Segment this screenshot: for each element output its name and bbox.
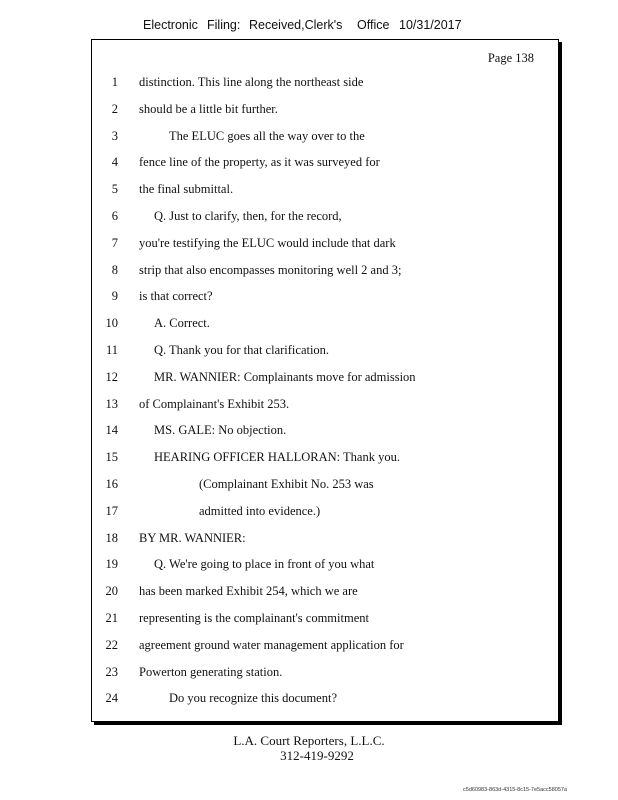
transcript-line [91, 637, 557, 664]
line-number: 4 [111, 155, 118, 170]
transcript-line [91, 530, 557, 557]
line-text: should be a little bit further. [139, 101, 278, 116]
line-text: representing is the complainant's commitment [139, 611, 369, 625]
line-number: 18 [105, 530, 118, 545]
line-number: 5 [111, 182, 118, 197]
transcript-line [91, 128, 557, 155]
transcript-line [91, 288, 557, 315]
filing-header-office: Office [357, 18, 390, 32]
line-number: 8 [111, 262, 118, 277]
line-number: 15 [105, 450, 118, 465]
line-text: MS. GALE: No objection. [154, 423, 287, 438]
line-number: 12 [105, 369, 118, 384]
line-text: Q. We're going to place in front of you what [154, 557, 375, 572]
transcript-line [91, 503, 557, 530]
filing-header-electronic: Electronic [143, 18, 198, 32]
transcript-line [91, 208, 557, 235]
line-text: MR. WANNIER: Complainants move for admission [154, 369, 416, 384]
line-text: A. Correct. [154, 316, 210, 331]
footer-company: L.A. Court Reporters, L.L.C. [233, 733, 385, 748]
line-text: distinction. This line along the northeast side [139, 75, 364, 89]
document-hash: c5d60983-863d-4315-8c15-7e5acc58057a [463, 787, 567, 793]
line-text: is that correct? [139, 289, 213, 304]
filing-header-received: Received,Clerk's [249, 18, 343, 32]
line-text: Q. Thank you for that clarification. [154, 343, 330, 357]
transcript-line [91, 154, 557, 181]
transcript-line [91, 369, 557, 396]
line-text: of Complainant's Exhibit 253. [139, 396, 290, 411]
filing-header [0, 18, 618, 38]
transcript-line [91, 342, 557, 369]
transcript-line [91, 235, 557, 262]
line-text: Powerton generating station. [139, 664, 283, 679]
transcript-line [91, 262, 557, 289]
line-number: 23 [105, 664, 118, 679]
line-number: 19 [105, 557, 118, 572]
transcript-line [91, 181, 557, 208]
transcript-line [91, 476, 557, 503]
footer-phone: 312-419-9292 [280, 748, 354, 763]
line-text: has been marked Exhibit 254, which we are [139, 584, 358, 599]
line-text: the final submittal. [139, 182, 234, 197]
line-number: 9 [111, 289, 118, 304]
line-number: 20 [105, 584, 118, 599]
line-number: 13 [105, 396, 118, 411]
line-number: 14 [105, 423, 118, 438]
transcript-line [91, 664, 557, 691]
transcript-line [91, 690, 557, 717]
line-text: agreement ground water management application for [139, 637, 404, 652]
line-text: (Complainant Exhibit No. 253 was [199, 477, 374, 491]
transcript-line [91, 449, 557, 476]
transcript-line [91, 422, 557, 449]
line-text: fence line of the property, as it was surveyed for [139, 155, 380, 170]
page-number: Page 138 [487, 51, 534, 65]
transcript-line [91, 556, 557, 583]
line-number: 16 [105, 477, 118, 491]
line-text: admitted into evidence.) [199, 503, 321, 518]
line-text: you're testifying the ELUC would include that dark [139, 235, 396, 250]
filing-header-date: 10/31/2017 [399, 18, 462, 32]
line-number: 24 [105, 691, 118, 706]
line-text: Q. Just to clarify, then, for the record, [154, 209, 342, 223]
line-number: 11 [105, 343, 118, 357]
line-text: strip that also encompasses monitoring well 2 and 3; [139, 262, 402, 277]
line-number: 10 [105, 316, 118, 331]
line-number: 2 [111, 101, 118, 116]
line-text: The ELUC goes all the way over to the [169, 128, 365, 143]
line-number: 17 [105, 503, 118, 518]
line-number: 6 [111, 209, 118, 223]
transcript-line [91, 74, 557, 101]
line-text: BY MR. WANNIER: [139, 530, 246, 545]
line-number: 7 [111, 235, 118, 250]
line-text: Do you recognize this document? [169, 691, 338, 706]
line-number: 1 [111, 75, 118, 89]
transcript-line [91, 583, 557, 610]
line-number: 22 [105, 637, 118, 652]
filing-header-filing: Filing: [207, 18, 241, 32]
transcript-line [91, 101, 557, 128]
transcript-line [91, 315, 557, 342]
line-number: 21 [105, 611, 118, 625]
transcript-line [91, 396, 557, 423]
transcript-line [91, 610, 557, 637]
line-number: 3 [111, 128, 118, 143]
line-text: HEARING OFFICER HALLORAN: Thank you. [154, 450, 400, 465]
